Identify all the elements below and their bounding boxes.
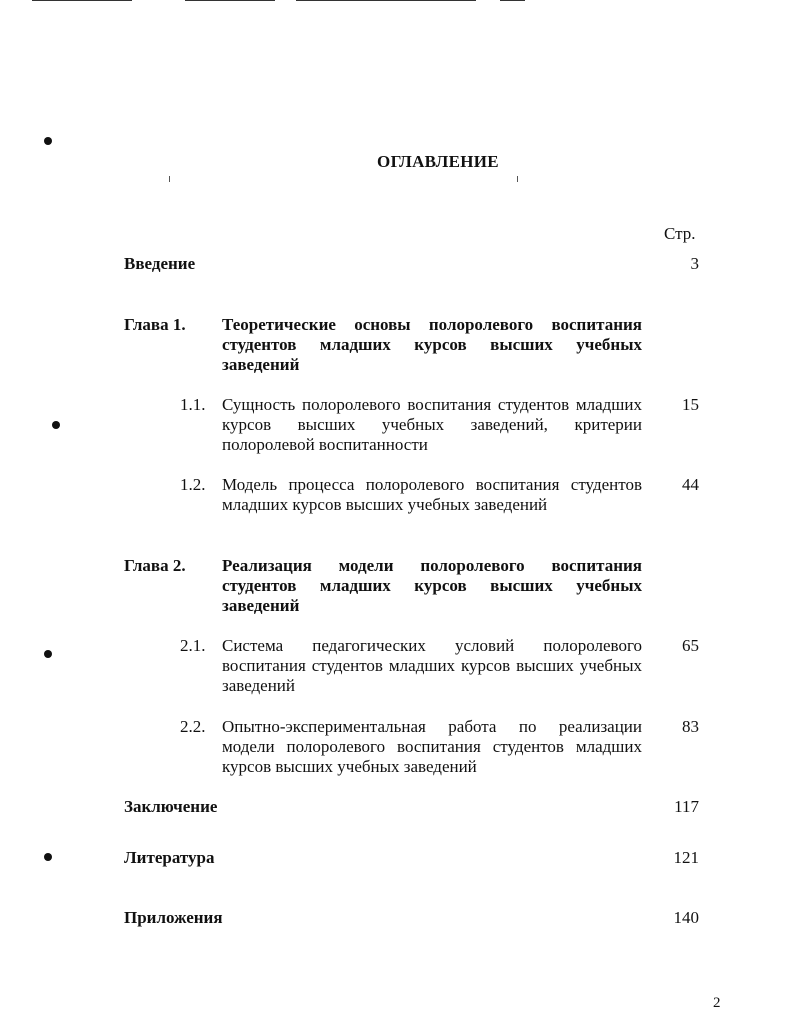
- scan-edge-line: [500, 0, 525, 1]
- toc-section-2-2-page: 83: [682, 717, 699, 736]
- page-column-label: Стр.: [664, 224, 696, 243]
- toc-section-2-1-page: 65: [682, 636, 699, 655]
- scan-edge-line: [185, 0, 275, 1]
- scan-speck: [517, 176, 518, 182]
- toc-section-1-1-page: 15: [682, 395, 699, 414]
- toc-section-2-1-label: 2.1.: [180, 636, 206, 655]
- scan-edge-line: [32, 0, 132, 1]
- binder-hole-mark: [44, 650, 52, 658]
- toc-section-1-1-label: 1.1.: [180, 395, 206, 414]
- toc-appendix-label: Приложения: [124, 908, 223, 927]
- binder-hole-mark: [44, 853, 52, 861]
- toc-chapter-2-label: Глава 2.: [124, 556, 186, 575]
- toc-conclusion-page: 117: [674, 797, 699, 816]
- binder-hole-mark: [44, 137, 52, 145]
- binder-hole-mark: [52, 421, 60, 429]
- page-number: 2: [713, 995, 721, 1011]
- page-title: ОГЛАВЛЕНИЕ: [377, 152, 499, 171]
- toc-section-1-1-title: Сущность полоролевого воспитания студентов младших курсов высших учебных заведений, критерии полоролевой воспитанности: [222, 395, 642, 454]
- toc-appendix-page: 140: [673, 908, 699, 927]
- toc-intro-page: 3: [690, 254, 699, 273]
- toc-section-2-2-label: 2.2.: [180, 717, 206, 736]
- toc-section-1-2-label: 1.2.: [180, 475, 206, 494]
- toc-section-1-2-title: Модель процесса полоролевого воспитания студентов младших курсов высших учебных заведений: [222, 475, 642, 514]
- toc-chapter-1-title: Теоретические основы полоролевого воспитания студентов младших курсов высших учебных заведений: [222, 315, 642, 374]
- toc-section-2-2-title: Опытно-экспериментальная работа по реализации модели полоролевого воспитания студентов младших курсов высших учебных заведений: [222, 717, 642, 776]
- toc-section-1-2-page: 44: [682, 475, 699, 494]
- toc-conclusion-label: Заключение: [124, 797, 218, 816]
- scan-edge-line: [296, 0, 476, 1]
- toc-chapter-2-title: Реализация модели полоролевого воспитания студентов младших курсов высших учебных заведений: [222, 556, 642, 615]
- toc-literature-page: 121: [673, 848, 699, 867]
- toc-chapter-1-label: Глава 1.: [124, 315, 186, 334]
- toc-literature-label: Литература: [124, 848, 215, 867]
- scan-speck: [169, 176, 170, 182]
- toc-section-2-1-title: Система педагогических условий полоролевого воспитания студентов младших курсов высших учебных заведений: [222, 636, 642, 695]
- toc-intro-label: Введение: [124, 254, 196, 273]
